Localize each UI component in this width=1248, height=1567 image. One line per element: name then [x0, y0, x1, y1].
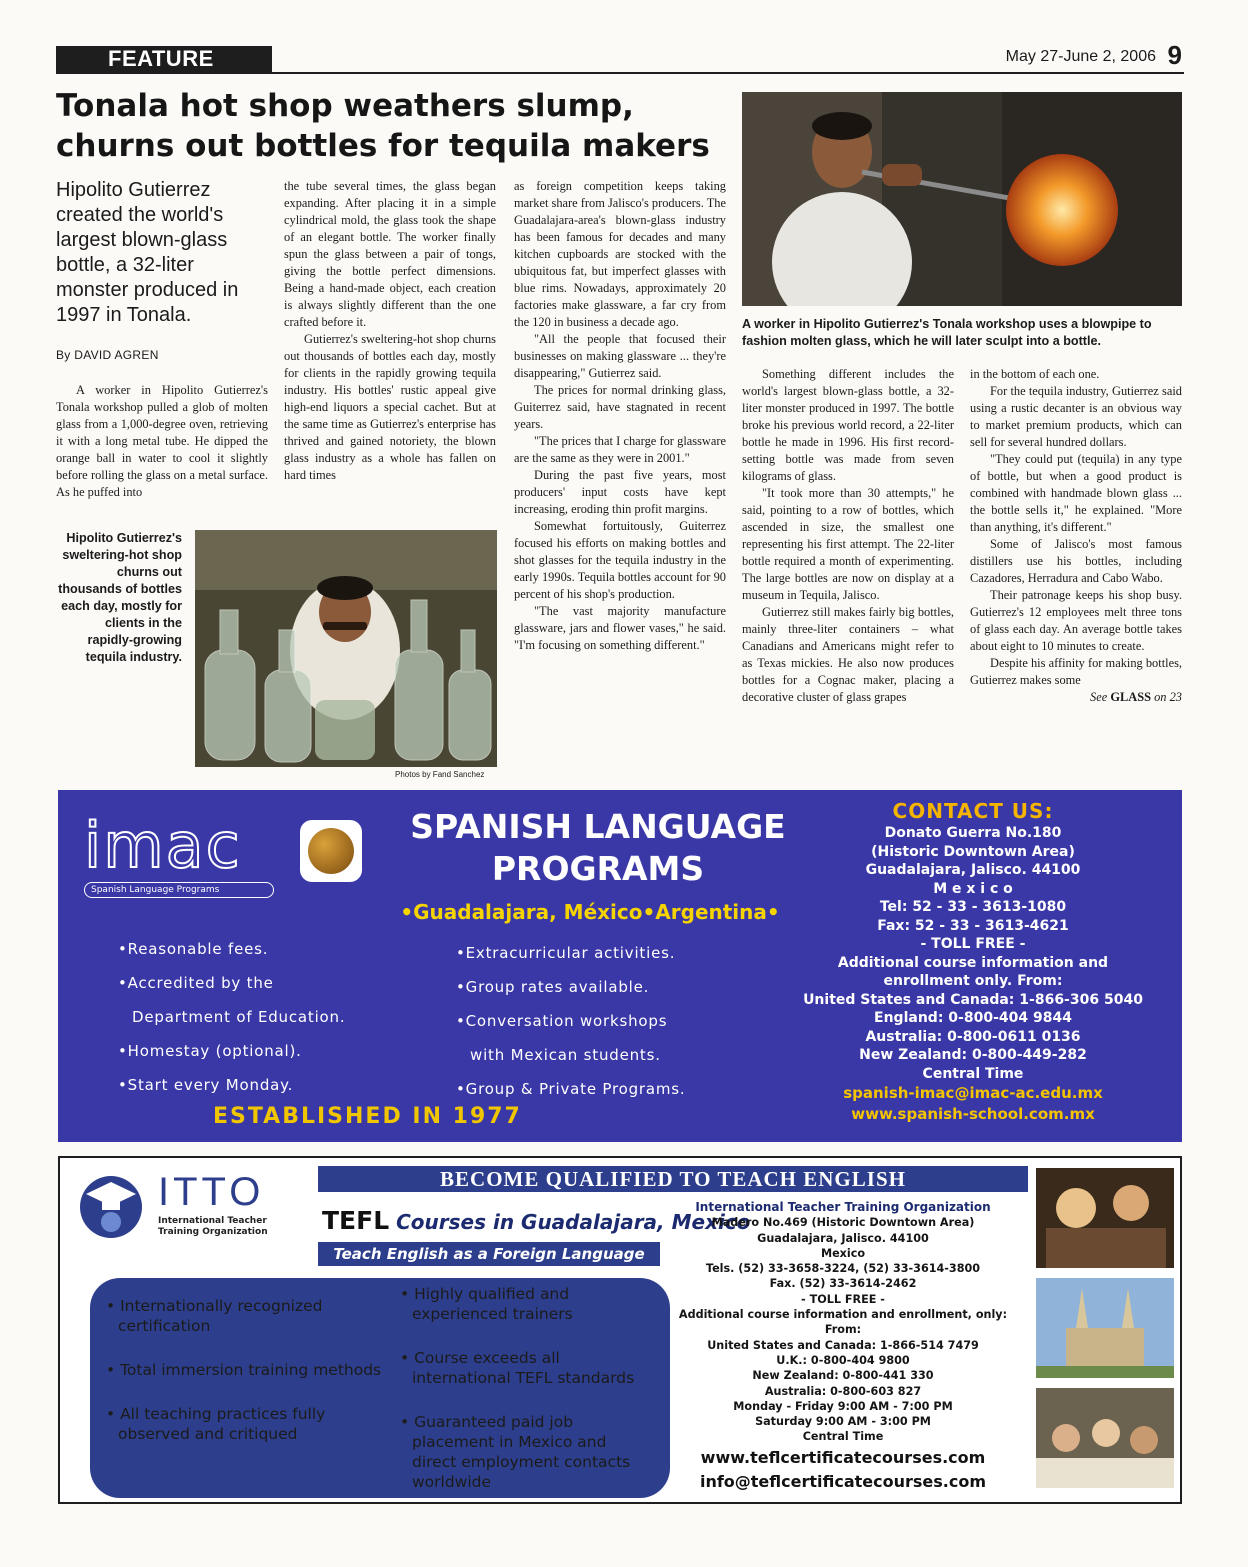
imac-locations: •Guadalajara, México•Argentina•	[400, 900, 780, 924]
list-item: • Highly qualified and experienced trainers	[400, 1285, 573, 1323]
page-number: 9	[1167, 40, 1182, 70]
list-item: • Internationally recognized certification	[106, 1297, 323, 1335]
itto-logo: ITTO International Teacher Training Organization	[74, 1168, 324, 1248]
paragraph: Gutierrez still makes fairly big bottles, mainly three-liter containers – what Canadians and Americans might refer to as Texas mickies. He also now produces bottles for a Cognac maker, placing a decorative cluster of glass grapes	[742, 605, 954, 704]
paragraph: "The vast majority manufacture glassware, jars and flower vases," he said. "I'm focusing on something different."	[514, 604, 726, 652]
article-column-4	[742, 366, 954, 706]
cathedral-photo	[1036, 1278, 1174, 1378]
imac-advertisement	[58, 790, 1182, 1142]
paragraph: "The prices that I charge for glassware are the same as they were in 2001."	[514, 434, 726, 465]
article-deck: Hipolito Gutierrez created the world's largest blown-glass bottle, a 32-liter monster produced in 1997 in Tonala.	[56, 179, 239, 326]
imac-established: ESTABLISHED IN 1977	[213, 1104, 522, 1129]
classroom-photo	[1036, 1388, 1174, 1488]
section-label: FEATURE	[56, 46, 272, 72]
photo-caption-side: Hipolito Gutierrez's sweltering-hot shop churns out thousands of bottles each day, mostly for clients in the rapidly-growing tequila industry.	[58, 531, 182, 664]
paragraph: "They could put (tequila) in any type of bottle, but when a good product is combined with handmade blown glass ... the bottle sells it," he explained. "More than anything, it's different."	[970, 452, 1182, 534]
imac-email[interactable]: spanish-imac@imac-ac.edu.mx	[843, 1084, 1103, 1102]
list-item: Department of Education.	[132, 1008, 346, 1026]
list-item: •Reasonable fees.	[118, 940, 269, 958]
article-headline: Tonala hot shop weathers slump, churns out bottles for tequila makers	[56, 88, 710, 164]
list-item: • All teaching practices fully observed and critiqued	[106, 1405, 326, 1443]
paragraph: During the past five years, most producers' input costs have kept increasing, eroding thin profit margins.	[514, 468, 726, 516]
imac-title: SPANISH LANGUAGE PROGRAMS	[410, 807, 786, 888]
list-item: •Extracurricular activities.	[456, 944, 676, 962]
paragraph: in the bottom of each one.	[970, 367, 1100, 381]
tefl-heading: TEFL Courses in Guadalajara, Mexico	[322, 1206, 751, 1235]
photo-credit: Photos by Fand Sanchez	[395, 770, 485, 779]
list-item: •Accredited by the	[118, 974, 274, 992]
list-item: •Group & Private Programs.	[456, 1080, 686, 1098]
list-item: •Start every Monday.	[118, 1076, 294, 1094]
list-item: • Total immersion training methods	[106, 1361, 382, 1379]
bottles-photo	[195, 530, 497, 767]
list-item: •Conversation workshops	[456, 1012, 668, 1030]
article-column-1	[56, 382, 268, 501]
list-item: •Group rates available.	[456, 978, 650, 996]
itto-email[interactable]: info@teflcertificatecourses.com	[699, 1471, 987, 1491]
article-column-5	[970, 366, 1182, 706]
imac-logo: imac	[84, 809, 242, 882]
paragraph: For the tequila industry, Gutierrez said using a rustic decanter is an obvious way to market premium products, which can sell for several hundred dollars.	[970, 384, 1182, 449]
itto-features-right	[398, 1284, 654, 1504]
photo-caption-top: A worker in Hipolito Gutierrez's Tonala workshop uses a blowpipe to fashion molten glass, which he will later sculpt into a bottle.	[742, 317, 1152, 348]
paragraph: Some of Jalisco's most famous distillers use his bottles, including Cazadores, Herradura and Cabo Wabo.	[970, 537, 1182, 585]
list-item: • Guaranteed paid job placement in Mexico and direct employment contacts worldwide	[400, 1413, 631, 1491]
list-item: with Mexican students.	[470, 1046, 661, 1064]
itto-advertisement	[58, 1156, 1182, 1504]
paragraph: Despite his affinity for making bottles, Gutierrez makes some	[970, 656, 1182, 687]
paragraph: Their patronage keeps his shop busy. Gutierrez's 12 employees melt three tons of glass each day. An average bottle takes about eight to 10 minutes to create.	[970, 588, 1182, 653]
imac-website[interactable]: www.spanish-school.com.mx	[851, 1105, 1095, 1123]
imac-features-left	[118, 932, 345, 1102]
globe-icon	[300, 820, 362, 882]
header-rule	[56, 72, 1184, 74]
imac-features-right	[456, 936, 685, 1106]
paragraph: A worker in Hipolito Gutierrez's Tonala workshop pulled a glob of molten glass from a 1,000-degree oven, retrieving it with a long metal tube. He dipped the orange ball in water to cool it slightly before rolling the glass on a metal surface. As he puffed into	[56, 383, 268, 499]
imac-logo-subtitle: Spanish Language Programs	[84, 882, 274, 898]
imac-contact: CONTACT US: Donato Guerra No.180 (Historic Downtown Area) Guadalajara, Jalisco. 44100 M e x i c o Tel: 52 - 33 - 3613-1080 Fax: 52 - 33 - 3613-4621 - TOLL FREE - Additional course information and enrollment only. From: United States and Canada: 1-866-306 5040 England: 0-800-404 9844 Australia: 0-800-0611 0136 New Zealand: 0-800-449-282 Central Time spanish-imac@imac-ac.edu.mx www.spanish-school.com.mx	[768, 798, 1178, 1125]
jump-line: See GLASS on 23	[1090, 690, 1182, 704]
paragraph: The prices for normal drinking glass, Guiterrez said, have stagnated in recent years.	[514, 383, 726, 431]
paragraph: "All the people that focused their businesses on making glassware ... they're disappearing," Gutierrez said.	[514, 332, 726, 380]
contact-title: CONTACT US:	[892, 799, 1054, 823]
graduation-cap-icon	[80, 1176, 142, 1238]
teach-english-band: Teach English as a Foreign Language	[318, 1242, 660, 1266]
list-item: • Course exceeds all international TEFL standards	[400, 1349, 635, 1387]
list-item: •Homestay (optional).	[118, 1042, 302, 1060]
paragraph: the tube several times, the glass began expanding. After placing it in a simple cylindrical mold, the glass took the shape of an elegant bottle. The worker finally spun the glass between a pair of tongs, giving the bottle perfect dimensions. Being a hand-made object, each creation is always slightly different than the one crafted before it.	[284, 179, 496, 329]
itto-banner: BECOME QUALIFIED TO TEACH ENGLISH	[318, 1166, 1028, 1192]
paragraph: as foreign competition keeps taking market share from Jalisco's producers. The Guadalajara-area's blown-glass industry has been famous for decades and many kitchen cupboards are stocked with the ubiquitous fat, but imperfect glasses with blue rims. Nowadays, approximately 20 factories make glassware, a far cry from the 120 in business a decade ago.	[514, 179, 726, 329]
byline: By DAVID AGREN	[56, 348, 159, 362]
paragraph: Somewhat fortuitously, Guiterrez focused his efforts on making bottles and shot glasses for the tequila industry in the early 1990s. Tequila bottles account for 90 percent of his shop's production.	[514, 519, 726, 601]
article-column-3	[514, 178, 726, 654]
itto-website[interactable]: www.teflcertificatecourses.com	[700, 1447, 986, 1467]
article-column-2	[284, 178, 496, 484]
itto-contact: International Teacher Training Organization Madero No.469 (Historic Downtown Area) Guadalajara, Jalisco. 44100 Mexico Tels. (52) 33-3658-3224, (52) 33-3614-3800 Fax. (52) 33-3614-2462 - TOLL FREE - Additional course information and enrollment, only: From: United States and Canada: 1-866-514 7479 U.K.: 0-800-404 9800 New Zealand: 0-800-441 330 Australia: 0-800-603 827 Monday - Friday 9:00 AM - 7:00 PM Saturday 9:00 AM - 3:00 PM Central Time www.teflcertificatecourses.com info@teflcertificatecourses.com	[664, 1200, 1022, 1493]
itto-features-left	[104, 1296, 384, 1468]
paragraph: Gutierrez's sweltering-hot shop churns out thousands of bottles each day, mostly for clients in the rapidly growing tequila industry. His bottles' rustic appeal give high-end liquors a special cachet. But at the same time as Gutierrez's enterprise has thrived and gained notoriety, the blown glass industry as a whole has fallen on hard times	[284, 332, 496, 482]
issue-date: May 27-June 2, 2006	[1005, 48, 1156, 65]
students-photo	[1036, 1168, 1174, 1268]
glassblower-photo	[742, 92, 1182, 306]
paragraph: "It took more than 30 attempts," he said, pointing to a row of bottles, which ascended in size, the smallest one representing his first attempt. The 22-liter bottle required a month of experimenting. The large bottles are now on display at a museum in Tequila, Jalisco.	[742, 486, 954, 602]
paragraph: Something different includes the world's largest blown-glass bottle, a 32-liter monster produced in 1997. The bottle broke his previous world record, a 22-liter bottle he made in 1996. His first record-setting bottle was made from seven kilograms of glass.	[742, 367, 954, 483]
